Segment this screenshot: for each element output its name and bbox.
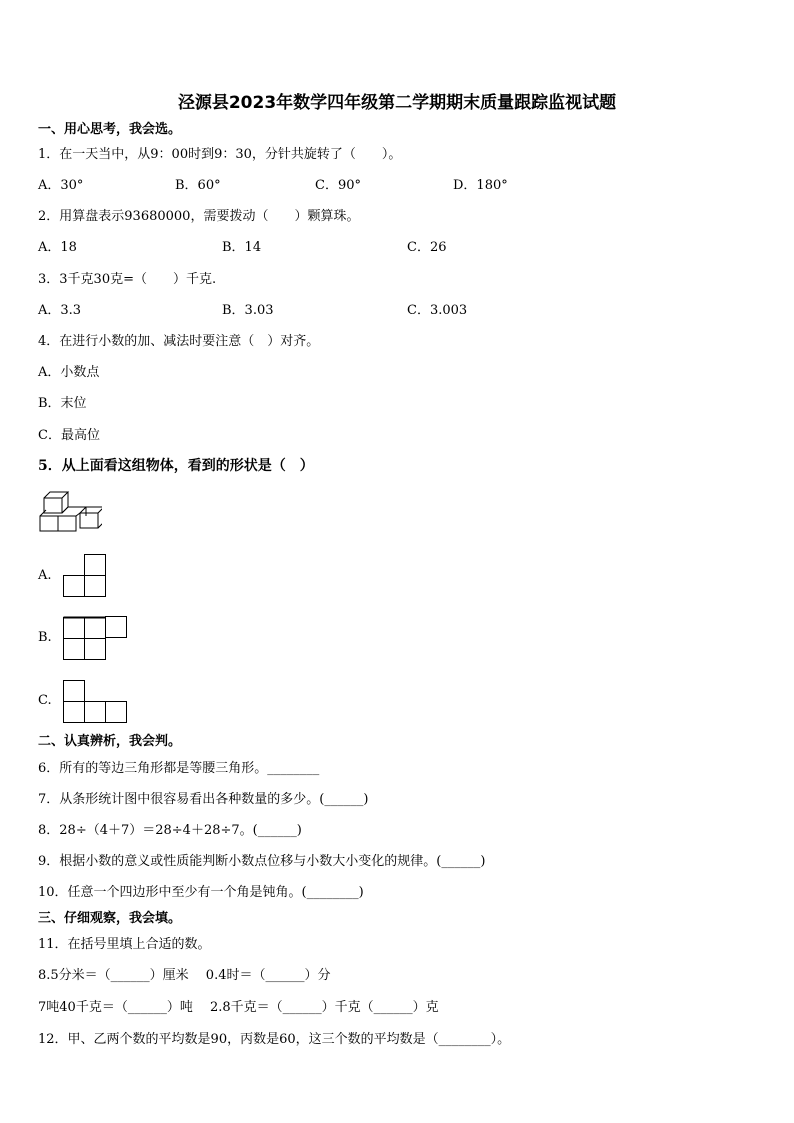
q2-option-b: B．14 <box>222 240 262 255</box>
q4-option-b: B．末位 <box>38 396 87 411</box>
question-3: 3．3千克30克=（ ）千克. <box>38 272 217 287</box>
q3-option-b: B．3.03 <box>222 303 274 318</box>
section-heading-2: 二、认真辨析，我会判。 <box>38 734 182 749</box>
question-11-line-1: 8.5分米＝（______）厘米 0.4时＝（______）分 <box>38 968 331 983</box>
question-6: 6．所有的等边三角形都是等腰三角形。________ <box>38 761 320 776</box>
q5-shape-b <box>62 615 128 661</box>
section-heading-3: 三、仔细观察，我会填。 <box>38 911 182 926</box>
q4-option-a: A．小数点 <box>38 365 100 380</box>
q3-option-a: A．3.3 <box>38 303 82 318</box>
q1-option-a: A．30° <box>38 178 84 193</box>
q4-option-c: C．最高位 <box>38 428 100 443</box>
q1-option-c: C．90° <box>315 178 361 193</box>
question-5: 5．从上面看这组物体，看到的形状是（ ） <box>38 458 314 474</box>
cube-stack-figure <box>38 490 102 534</box>
q5-option-a: A. <box>38 568 52 583</box>
question-9: 9．根据小数的意义或性质能判断小数点位移与小数大小变化的规律。(______) <box>38 854 486 869</box>
question-1: 1．在一天当中，从9：00时到9：30，分针共旋转了（ ）。 <box>38 147 402 162</box>
q1-option-d: D．180° <box>453 178 508 193</box>
question-10: 10．任意一个四边形中至少有一个角是钝角。(________) <box>38 885 364 900</box>
question-11: 11．在括号里填上合适的数。 <box>38 937 211 952</box>
section-heading-1: 一、用心思考，我会选。 <box>38 122 182 137</box>
question-8: 8．28÷（4＋7）＝28÷4＋28÷7。(______) <box>38 823 302 838</box>
question-11-line-2: 7吨40千克＝（______）吨 2.8千克＝（______）千克（______）克 <box>38 1000 439 1015</box>
q5-option-b: B. <box>38 630 52 645</box>
question-4: 4．在进行小数的加、减法时要注意（ ）对齐。 <box>38 334 320 349</box>
q1-option-b: B．60° <box>175 178 221 193</box>
q5-shape-a <box>62 552 108 598</box>
q2-option-c: C．26 <box>407 240 447 255</box>
question-2: 2．用算盘表示93680000，需要拨动（ ）颗算珠。 <box>38 209 360 224</box>
q3-option-c: C．3.003 <box>407 303 468 318</box>
q2-option-a: A．18 <box>38 240 77 255</box>
question-7: 7．从条形统计图中很容易看出各种数量的多少。(______) <box>38 792 369 807</box>
question-12: 12．甲、乙两个数的平均数是90，丙数是60，这三个数的平均数是（________）。 <box>38 1032 511 1047</box>
q5-option-c: C. <box>38 693 52 708</box>
page-title: 泾源县2023年数学四年级第二学期期末质量跟踪监视试题 <box>177 93 617 113</box>
q5-shape-c <box>62 678 128 724</box>
